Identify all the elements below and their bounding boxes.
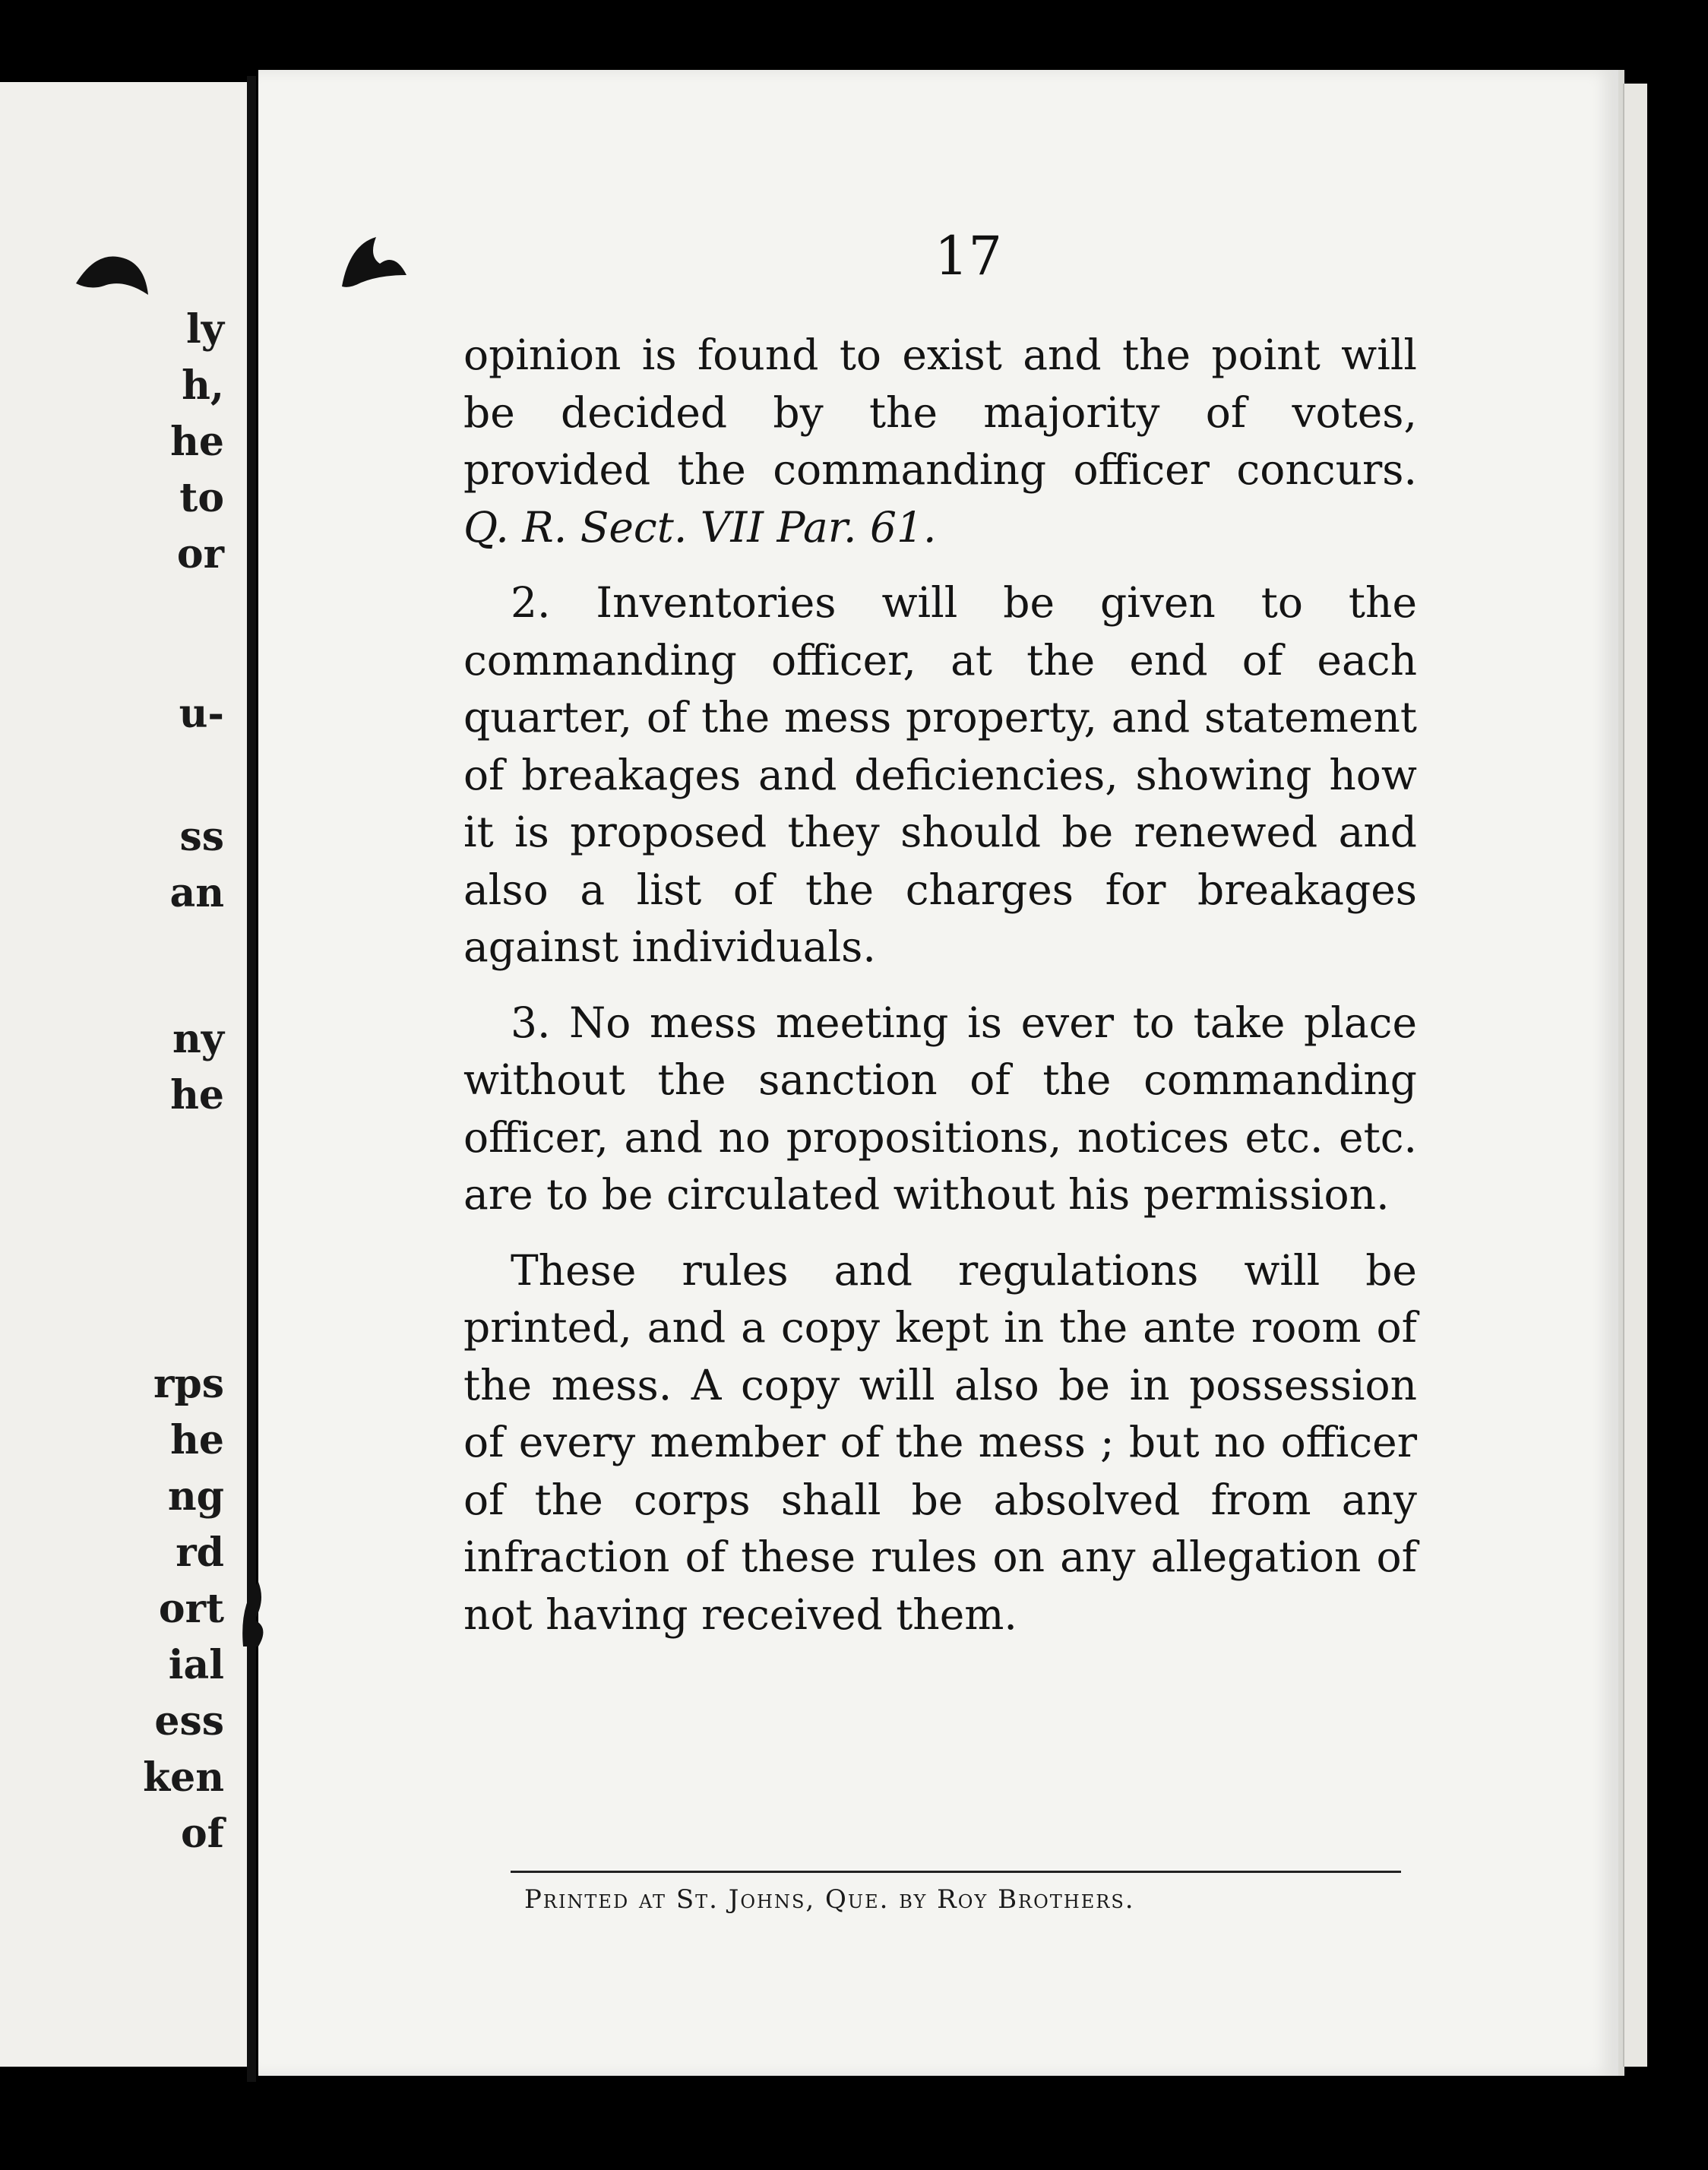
binding-gutter: [247, 76, 256, 2082]
ink-blot-mark: [72, 238, 156, 306]
page-edge: [1623, 84, 1647, 2067]
printer-imprint: Printed at St. Johns, Que. by Roy Brothers.: [524, 1884, 1135, 1915]
left-text-fragment: ss: [179, 814, 224, 860]
paragraph-text: 3. No mess meeting is ever to take place without the sanction of the commanding officer, and no propositions, notices etc. etc. are to be circulated without his permission.: [463, 998, 1417, 1219]
left-text-fragment: ny: [172, 1016, 224, 1062]
left-text-fragment: he: [170, 1417, 224, 1463]
left-text-fragment: rps: [153, 1361, 224, 1407]
previous-page-fragment: [0, 82, 255, 2067]
imprint-rule: [511, 1871, 1401, 1873]
paragraph-mess-meeting: [463, 995, 1417, 1224]
paragraph-rules-printed: [463, 1242, 1417, 1644]
ink-blot-mark: [334, 222, 410, 290]
left-text-fragment: ial: [168, 1642, 224, 1688]
left-text-fragment: u-: [179, 691, 224, 737]
left-text-fragment: or: [176, 531, 224, 577]
binding-mark: [236, 1574, 281, 1650]
left-text-fragment: ess: [154, 1698, 224, 1745]
left-text-fragment: rd: [176, 1529, 224, 1576]
left-text-fragment: he: [170, 419, 224, 465]
page-body: [463, 327, 1417, 1662]
left-text-fragment: h,: [182, 362, 224, 409]
left-text-fragment: ort: [158, 1586, 224, 1632]
left-text-fragment: an: [169, 870, 224, 916]
paragraph-continuation: [463, 327, 1417, 556]
paragraph-text: 2. Inventories will be given to the commanding officer, at the end of each quarter, of the mess property, and statement of breakages and deficiencies, showing how it is proposed they should be renewed and also a list of the charges for breakages against individuals.: [463, 578, 1417, 971]
regulation-citation: Q. R. Sect. VII Par. 61.: [463, 502, 937, 552]
paragraph-inventories: [463, 574, 1417, 976]
left-text-fragment: to: [179, 475, 224, 521]
left-text-fragment: ly: [186, 306, 224, 353]
paragraph-text: These rules and regulations will be printed, and a copy kept in the ante room of the mess. A copy will also be in possession of every member of the mess ; but no officer of the corps shall be absolved from any infraction of these rules on any allegation of not having received them.: [463, 1245, 1417, 1639]
left-text-fragment: ng: [167, 1473, 224, 1520]
page-number: 17: [935, 225, 1003, 287]
paragraph-text: opinion is found to exist and the point will be decided by the majority of votes, provided the commanding officer concurs.: [463, 331, 1417, 494]
left-text-fragment: he: [170, 1072, 224, 1118]
left-text-fragment: of: [180, 1811, 224, 1857]
left-text-fragment: ken: [143, 1754, 224, 1801]
